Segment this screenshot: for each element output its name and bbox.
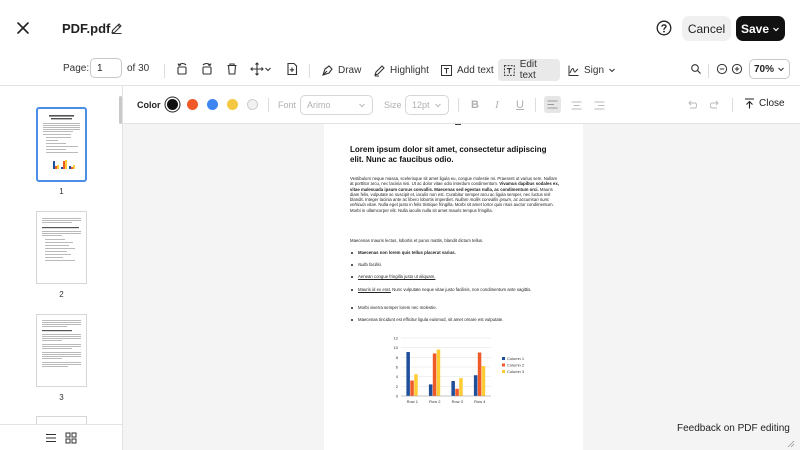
close-icon[interactable] bbox=[14, 19, 32, 37]
feedback-link[interactable]: Feedback on PDF editing bbox=[677, 423, 790, 434]
size-value: 12pt bbox=[412, 100, 430, 110]
list-item[interactable]: Aenean congue fringilla justo ut aliquam. bbox=[358, 274, 558, 279]
edit-text-tool-button[interactable] bbox=[498, 59, 560, 81]
align-right-button[interactable] bbox=[592, 98, 606, 112]
chart-legend-label: Column 1 bbox=[507, 356, 525, 361]
main-toolbar bbox=[0, 56, 800, 86]
color-swatch-yellow[interactable] bbox=[227, 99, 238, 110]
chart-legend-swatch bbox=[502, 364, 505, 367]
align-left-button[interactable] bbox=[544, 96, 561, 113]
page-total: of 30 bbox=[127, 63, 150, 74]
list-item-text: Nunc vulputate neque vitae justo facilisis, non condimentum ante sagittis. bbox=[390, 287, 532, 292]
color-swatch-black[interactable] bbox=[167, 99, 178, 110]
draw-tool-button[interactable] bbox=[316, 59, 366, 81]
sign-tool-label: Sign bbox=[584, 64, 605, 76]
chart-y-tick-label: 0 bbox=[395, 393, 398, 399]
list-item[interactable] bbox=[358, 287, 558, 292]
redo-icon[interactable] bbox=[709, 99, 721, 110]
page-thumbnail-number: 3 bbox=[59, 393, 64, 402]
page-thumbnail-number: 1 bbox=[59, 187, 64, 196]
chevron-down-icon bbox=[434, 101, 442, 109]
help-icon[interactable] bbox=[656, 20, 672, 36]
add-text-tool-button[interactable] bbox=[435, 59, 499, 81]
align-right-icon bbox=[594, 101, 605, 110]
bar-chart[interactable] bbox=[387, 334, 537, 408]
font-select[interactable] bbox=[300, 95, 373, 115]
close-format-label: Close bbox=[759, 98, 785, 109]
chevron-down-icon bbox=[608, 66, 616, 74]
color-swatch-blue[interactable] bbox=[207, 99, 218, 110]
sidebar-scrollbar[interactable] bbox=[119, 96, 122, 124]
zoom-out-icon[interactable] bbox=[716, 62, 728, 76]
draw-tool-label: Draw bbox=[338, 64, 362, 76]
rotate-right-icon[interactable] bbox=[200, 62, 214, 76]
chart-legend-label: Column 2 bbox=[507, 362, 525, 368]
grid-view-icon[interactable] bbox=[65, 432, 77, 444]
chart-bar bbox=[482, 366, 486, 396]
trash-icon[interactable] bbox=[225, 62, 239, 76]
edit-text-icon bbox=[503, 64, 516, 77]
toolbar-divider bbox=[164, 64, 165, 78]
sign-tool-button[interactable] bbox=[562, 59, 621, 81]
undo-icon[interactable] bbox=[686, 99, 698, 110]
chart-y-tick-label: 6 bbox=[395, 364, 398, 370]
rotate-left-icon[interactable] bbox=[175, 62, 189, 76]
document-paragraph[interactable]: Maecenas mauris lectus, lobortis et purus mattis, blandit dictum tellus. bbox=[350, 238, 484, 243]
size-label: Size bbox=[384, 100, 402, 110]
add-text-tool-label: Add text bbox=[457, 64, 494, 76]
pdf-page[interactable] bbox=[324, 124, 583, 450]
list-view-icon[interactable] bbox=[45, 432, 57, 444]
list-item[interactable]: Maecenas tincidunt est efficitur ligula euismod, sit amet ornare est vulputate. bbox=[358, 317, 558, 322]
zoom-in-icon[interactable] bbox=[731, 62, 743, 76]
chart-y-tick-label: 8 bbox=[395, 354, 398, 360]
paragraph-text: Vestibulum neque massa, scelerisque sit amet ligula eu, congue molestie mi. Praesent ut varius sem. Nullam at porttitor arcu, nec lacinia nisi. Ut ac dolor vitae odio interdum condimentum. bbox=[350, 176, 558, 187]
thumbnail-preview bbox=[37, 315, 86, 386]
chart-y-tick-label: 4 bbox=[395, 374, 398, 380]
list-item[interactable]: Morbi viverra semper lorem nec molestie. bbox=[358, 305, 558, 310]
chart-bar bbox=[478, 353, 482, 397]
chart-legend-swatch bbox=[502, 370, 505, 373]
sidebar-view-toggle bbox=[0, 424, 122, 450]
page-thumbnail-1[interactable] bbox=[36, 107, 87, 182]
pen-nib-icon bbox=[321, 64, 334, 77]
format-divider bbox=[458, 98, 459, 112]
chart-bar bbox=[437, 350, 441, 396]
page-label: Page: bbox=[63, 63, 90, 74]
color-swatch-orange[interactable] bbox=[187, 99, 198, 110]
format-divider bbox=[732, 98, 733, 112]
text-format-bar bbox=[123, 86, 800, 124]
zoom-select[interactable] bbox=[749, 59, 790, 79]
text-box-icon bbox=[440, 64, 453, 77]
chart-y-tick-label: 2 bbox=[395, 383, 398, 389]
thumbnail-preview bbox=[37, 212, 86, 283]
page-thumbnail-3[interactable] bbox=[36, 314, 87, 387]
close-format-button[interactable] bbox=[744, 98, 785, 109]
document-heading[interactable]: Lorem ipsum dolor sit amet, consectetur adipiscing elit. Nunc ac faucibus odio. bbox=[350, 145, 547, 164]
chart-bar bbox=[455, 389, 459, 396]
page-thumbnails-sidebar bbox=[0, 86, 123, 450]
list-item[interactable]: Maecenas non lorem quis tellus placerat varius. bbox=[358, 250, 558, 255]
format-divider bbox=[268, 98, 269, 112]
chart-x-tick-label: Row 4 bbox=[474, 399, 486, 404]
chart-bar bbox=[433, 353, 437, 396]
paragraph-text: Mauris diam felis, vulputate ac suscipit et, iaculis non est. Curabitur semper arcu ac ligula semper, nec luctus nisl blandit. Integer lacinia ante ac libero lobortis imperdiet. bbox=[350, 186, 553, 203]
document-paragraph[interactable] bbox=[350, 176, 561, 213]
chart-bar bbox=[474, 375, 478, 396]
document-title: PDF.pdf bbox=[62, 21, 111, 36]
highlight-tool-button[interactable] bbox=[368, 59, 434, 81]
move-icon[interactable] bbox=[250, 62, 264, 76]
chart-bar bbox=[414, 374, 418, 396]
size-select[interactable] bbox=[405, 95, 449, 115]
align-center-icon bbox=[571, 101, 582, 110]
chart-bar bbox=[459, 378, 463, 396]
document-canvas bbox=[123, 124, 800, 450]
chart-bar bbox=[451, 381, 455, 396]
chart-x-tick-label: Row 3 bbox=[451, 399, 463, 404]
add-page-icon[interactable] bbox=[285, 62, 299, 76]
chart-y-tick-label: 12 bbox=[393, 335, 398, 341]
chart-bar bbox=[406, 352, 410, 396]
paragraph-italic-text: Nullam mollis convallis ipsum, ac accumsan nunc vehicula vitae. bbox=[350, 197, 550, 208]
save-button-label: Save bbox=[740, 21, 770, 36]
thumbnail-preview bbox=[38, 109, 85, 180]
chevron-down-icon[interactable] bbox=[264, 62, 272, 76]
zoom-value: 70% bbox=[753, 63, 774, 75]
font-value: Arimo bbox=[307, 100, 331, 110]
font-label: Font bbox=[278, 100, 297, 110]
bold-button[interactable]: B bbox=[471, 99, 479, 111]
chart-bar bbox=[410, 381, 414, 396]
chart-legend-swatch bbox=[502, 357, 505, 360]
save-button[interactable] bbox=[736, 16, 785, 41]
chart-x-tick-label: Row 1 bbox=[406, 399, 418, 404]
italic-button[interactable]: I bbox=[495, 99, 499, 111]
list-item[interactable]: Nulla facilisi. bbox=[358, 262, 558, 267]
chart-bar bbox=[429, 384, 433, 396]
paragraph-bold-text: Vivamus dapibus sodales ex, vitae malesuada ipsum cursus convallis. Maecenas sed egestas nulla, ac condimentum orci. bbox=[350, 181, 559, 192]
collapse-up-icon bbox=[744, 98, 755, 109]
paragraph-text: Nulla eget justo in felis tristique fringilla. Morbi sit amet tortor quis risus auctor condimentum. Morbi in ullamcorper elit. Nulla iaculis nulla sit amet mauris tempus fringilla. bbox=[350, 202, 554, 213]
signature-icon bbox=[567, 64, 580, 77]
underline-button[interactable]: U bbox=[516, 99, 524, 111]
rename-pencil-icon[interactable] bbox=[110, 22, 123, 35]
chevron-down-icon bbox=[358, 101, 366, 109]
chart-x-tick-label: Row 2 bbox=[429, 399, 441, 404]
resize-grip-icon[interactable] bbox=[787, 440, 795, 448]
toolbar-divider bbox=[708, 64, 709, 78]
cut-off-text-fragment bbox=[455, 124, 461, 125]
page-thumbnail-number: 2 bbox=[59, 290, 64, 299]
search-icon[interactable] bbox=[690, 62, 702, 76]
edit-text-tool-label: Edit text bbox=[519, 59, 537, 81]
header-bar bbox=[0, 0, 800, 56]
toolbar-divider bbox=[309, 64, 310, 78]
format-divider bbox=[535, 98, 536, 112]
highlighter-icon bbox=[373, 64, 386, 77]
list-item-underlined-text: Mauris id ex erat. bbox=[358, 287, 391, 292]
cancel-button[interactable]: Cancel bbox=[682, 16, 731, 41]
chart-legend-label: Column 3 bbox=[507, 369, 525, 374]
highlight-tool-label: Highlight bbox=[390, 64, 429, 76]
chevron-down-icon bbox=[777, 65, 785, 73]
align-left-icon bbox=[547, 100, 558, 109]
chevron-down-icon bbox=[772, 25, 780, 33]
chart-y-tick-label: 10 bbox=[393, 345, 398, 351]
align-center-button[interactable] bbox=[569, 98, 583, 112]
color-swatch-white[interactable] bbox=[247, 99, 258, 110]
color-label: Color bbox=[137, 100, 161, 110]
page-number-input[interactable] bbox=[90, 58, 122, 78]
page-thumbnail-2[interactable] bbox=[36, 211, 87, 284]
